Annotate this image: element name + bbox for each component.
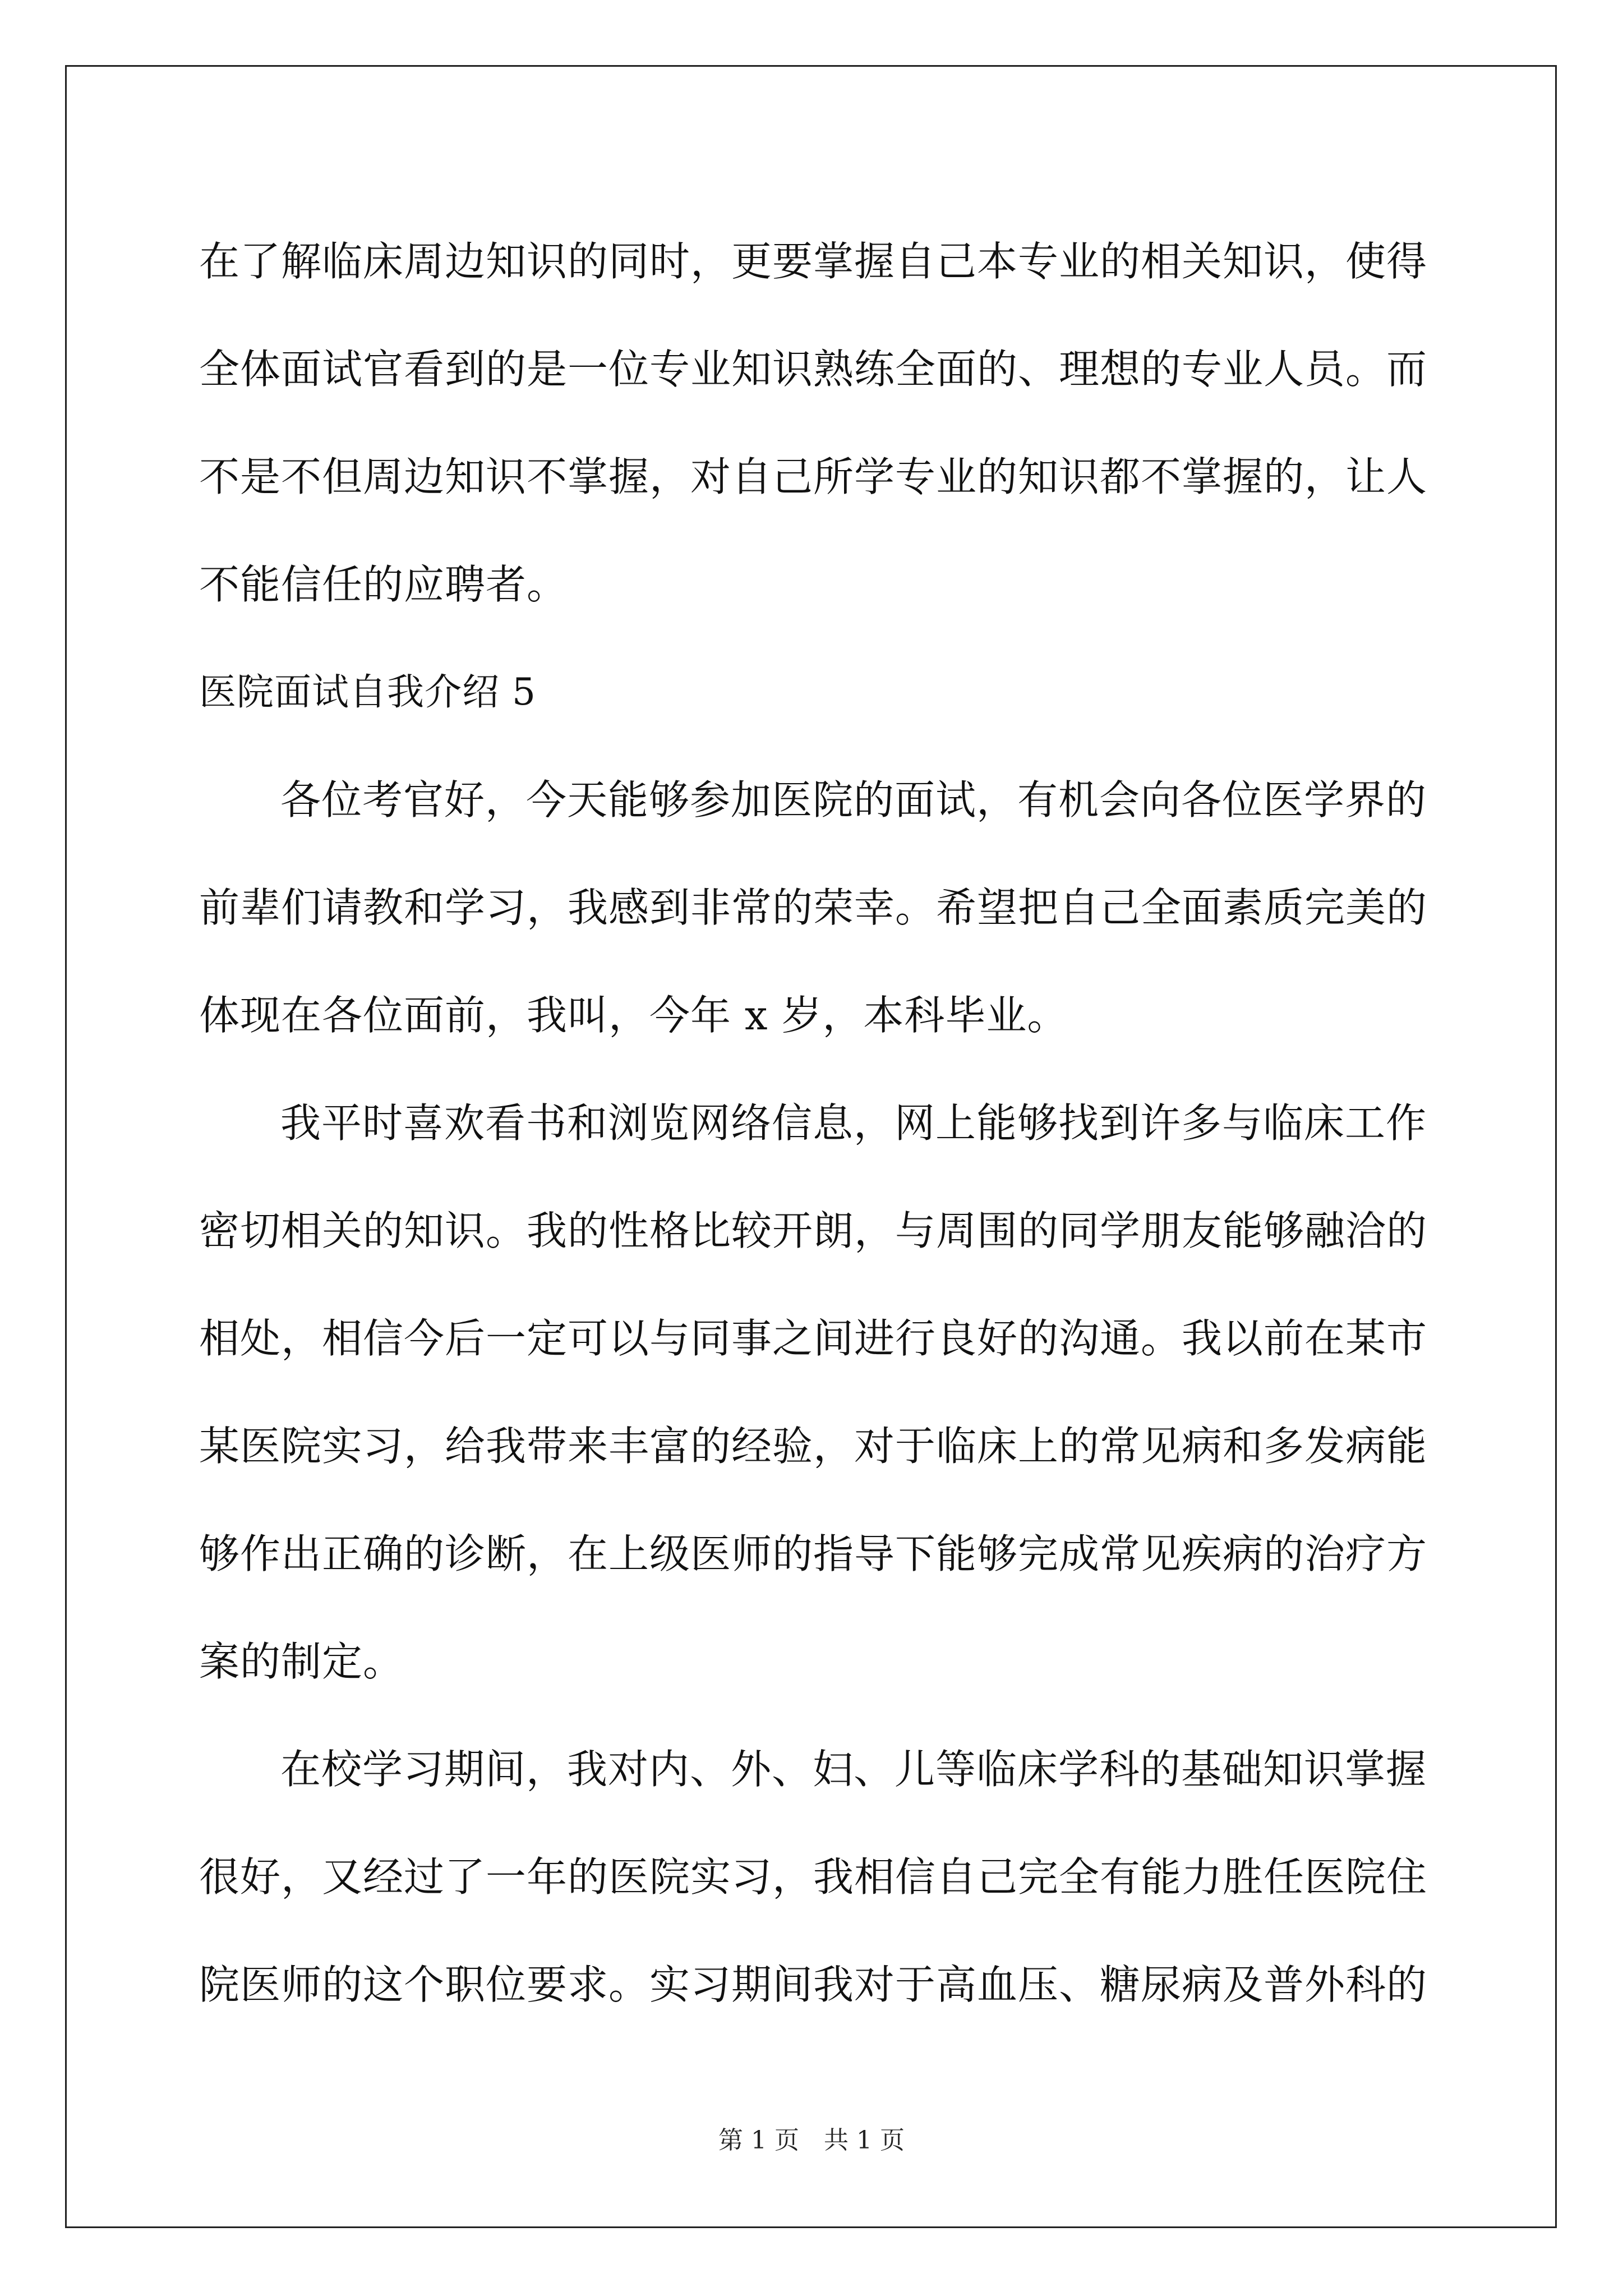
text-line: 密切相关的知识。我的性格比较开朗，与周围的同学朋友能够融洽的 xyxy=(199,1207,1428,1254)
text-line: 案的制定。 xyxy=(199,1638,404,1685)
paragraph-2 xyxy=(199,746,1427,1069)
text-line: 不是不但周边知识不掌握，对自己所学专业的知识都不掌握的，让人 xyxy=(199,453,1428,500)
section-heading: 医院面试自我介绍 5 xyxy=(199,670,536,714)
text-line: 院医师的这个职位要求。实习期间我对于高血压、糖尿病及普外科的 xyxy=(199,1961,1428,2008)
paragraph-4 xyxy=(199,1715,1427,2039)
text-line: 在校学习期间，我对内、外、妇、儿等临床学科的基础知识掌握 xyxy=(280,1746,1427,1793)
text-line: 各位考官好，今天能够参加医院的面试，有机会向各位医学界的 xyxy=(280,776,1427,823)
text-line: 在了解临床周边知识的同时，更要掌握自己本专业的相关知识，使得 xyxy=(199,238,1428,285)
text-line: 体现在各位面前，我叫，今年 x 岁，本科毕业。 xyxy=(199,992,1068,1039)
text-line: 很好，又经过了一年的医院实习，我相信自己完全有能力胜任医院住 xyxy=(199,1853,1428,1901)
text-line: 不能信任的应聘者。 xyxy=(199,561,568,608)
page-number-footer: 第 1 页 共 1 页 xyxy=(718,2126,905,2155)
text-line: 我平时喜欢看书和浏览网络信息，网上能够找到许多与临床工作 xyxy=(280,1099,1427,1147)
text-line: 相处，相信今后一定可以与同事之间进行良好的沟通。我以前在某市 xyxy=(199,1315,1428,1362)
text-line: 前辈们请教和学习，我感到非常的荣幸。希望把自己全面素质完美的 xyxy=(199,884,1428,931)
paragraph-1 xyxy=(199,208,1427,638)
document-body xyxy=(199,208,1427,2039)
text-line: 某医院实习，给我带来丰富的经验，对于临床上的常见病和多发病能 xyxy=(199,1423,1428,1470)
paragraph-3 xyxy=(199,1069,1427,1715)
text-line: 够作出正确的诊断，在上级医师的指导下能够完成常见疾病的治疗方 xyxy=(199,1530,1428,1577)
text-line: 全体面试官看到的是一位专业知识熟练全面的、理想的专业人员。而 xyxy=(199,346,1428,393)
